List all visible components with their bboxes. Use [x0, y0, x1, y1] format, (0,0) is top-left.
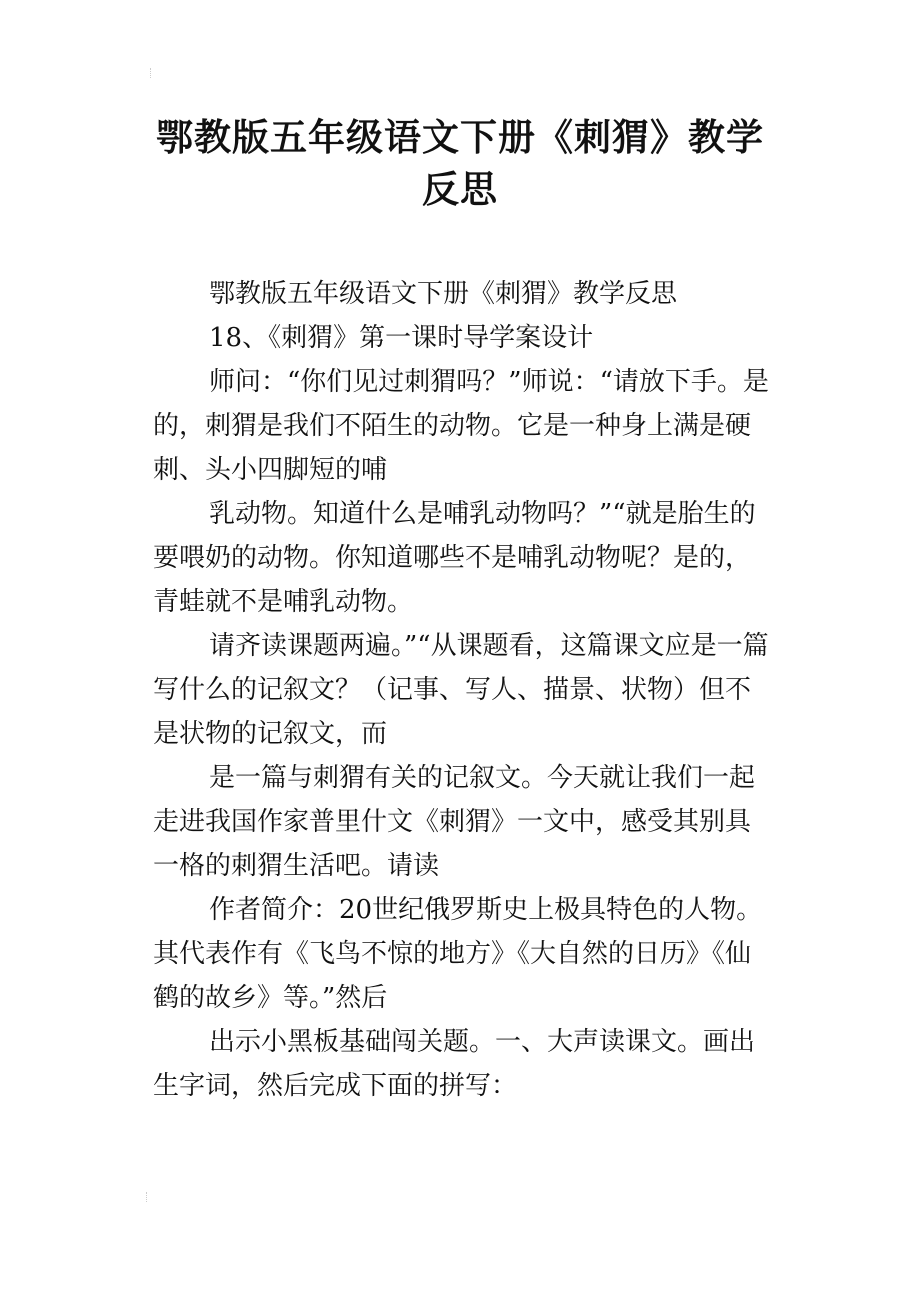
- paragraph-3: 师问：“你们见过刺猬吗？”师说：“请放下手。是的，刺猬是我们不陌生的动物。它是一种身上满是硬刺、头小四脚短的哺: [153, 367, 769, 485]
- paragraph-7: 作者简介：20世纪俄罗斯史上极具特色的人物。其代表作有《飞鸟不惊的地方》《大自然的日历》《仙鹤的故乡》等。”然后: [153, 895, 763, 1013]
- paragraph-6: 是一篇与刺猬有关的记叙文。今天就让我们一起走进我国作家普里什文《刺猬》一文中，感受其别具一格的刺猬生活吧。请读: [153, 763, 756, 881]
- paragraph-2: 18、《刺猬》第一课时导学案设计: [209, 323, 594, 353]
- paragraph-5: 请齐读课题两遍。”“从课题看，这篇课文应是一篇写什么的记叙文？（记事、写人、描景、状物）但不是状物的记叙文，而: [153, 631, 769, 749]
- document-body: [153, 272, 771, 1108]
- title-line-1: 鄂教版五年级语文下册《刺猬》教学: [156, 116, 764, 159]
- scan-mark-top: [150, 68, 155, 78]
- paragraph-4: 乳动物。知道什么是哺乳动物吗？”“就是胎生的要喂奶的动物。你知道哪些不是哺乳动物呢？是的，青蛙就不是哺乳动物。: [153, 499, 756, 617]
- title-line-2: 反思: [422, 168, 498, 211]
- paragraph-8: 出示小黑板基础闯关题。一、大声读课文。画出生字词，然后完成下面的拼写：: [153, 1027, 756, 1101]
- document-title: [0, 112, 920, 216]
- paragraph-1: 鄂教版五年级语文下册《刺猬》教学反思: [209, 279, 678, 309]
- scan-mark-bottom: [146, 1192, 151, 1202]
